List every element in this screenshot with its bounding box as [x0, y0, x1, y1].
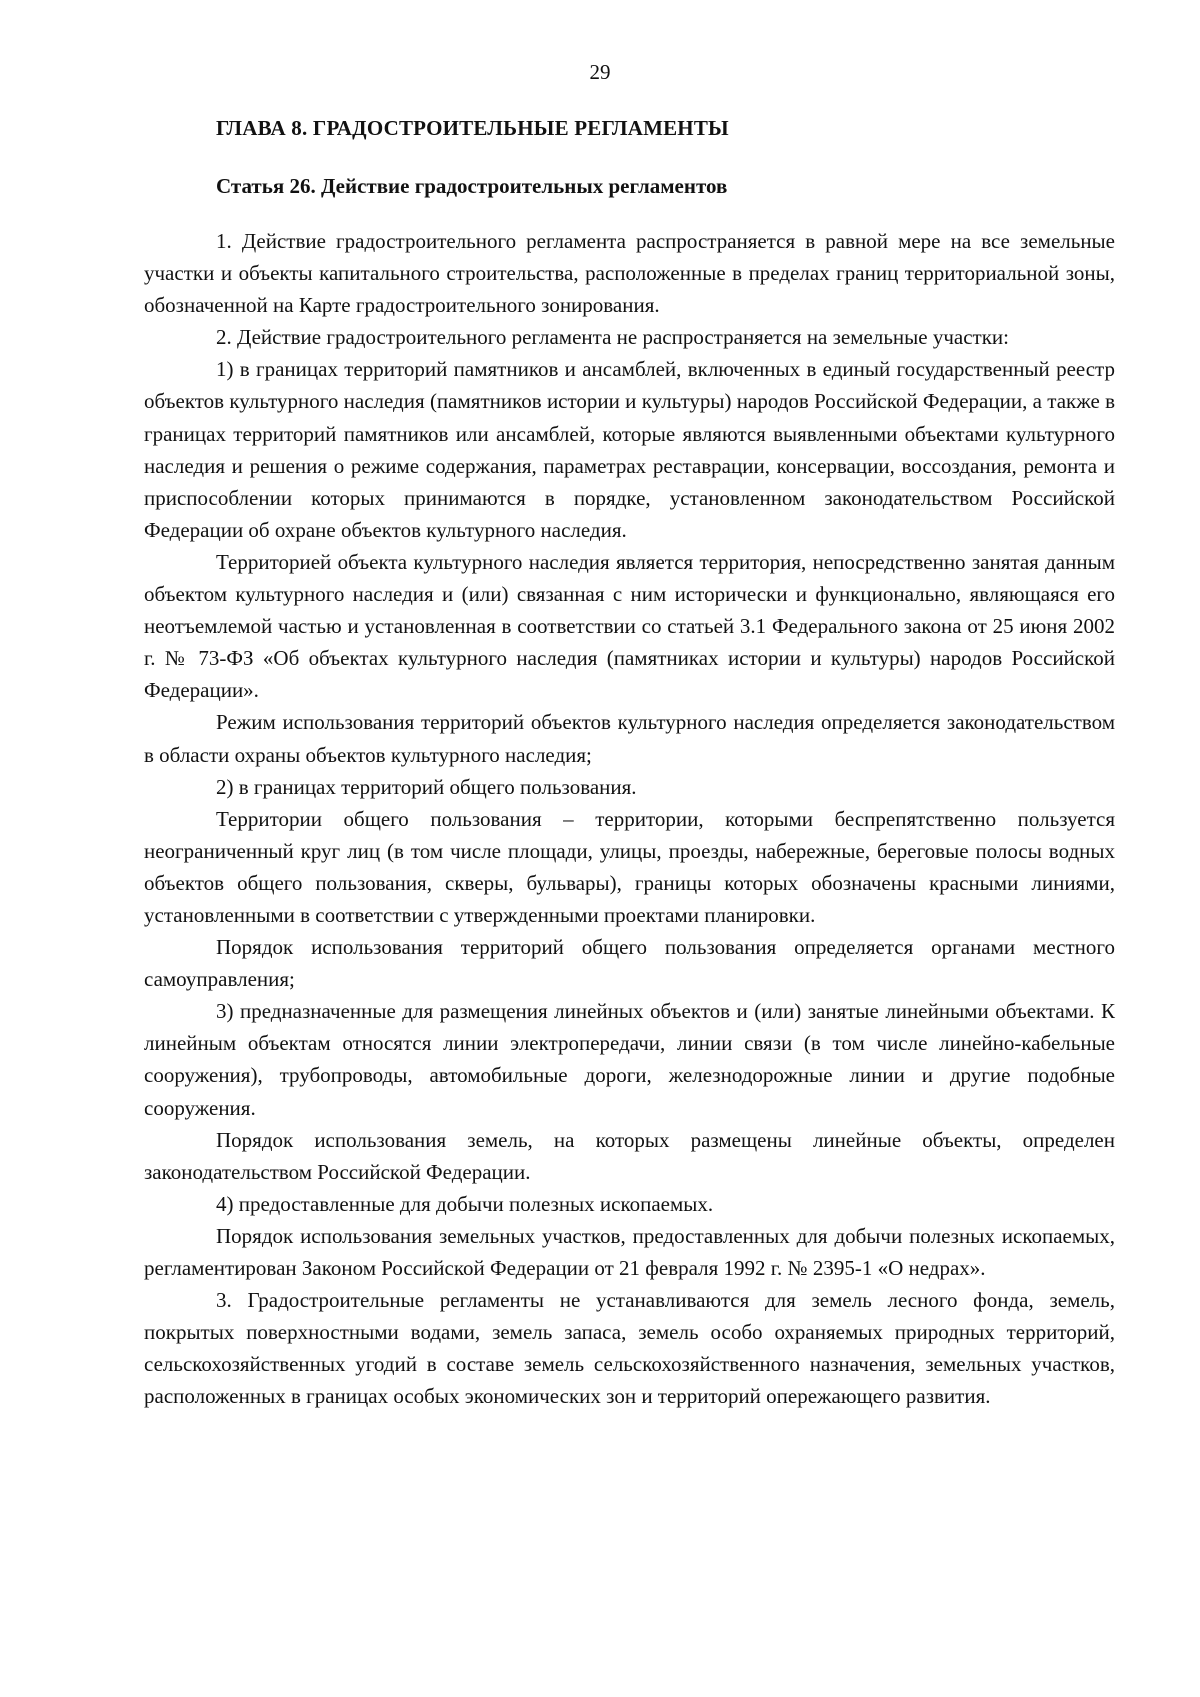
- paragraph-13: 3. Градостроительные регламенты не устанавливаются для земель лесного фонда, земель, покрытых поверхностными водами, земель запаса, земель особо охраняемых природных территорий, сельскохозяйственных угодий в составе земель сельскохозяйственного назначения, земельных участков, расположенных в границах особых экономических зон и территорий опережающего развития.: [144, 1288, 1115, 1409]
- page-number: 29: [589, 60, 611, 84]
- article-title: Статья 26. Действие градостроительных регламентов: [216, 174, 728, 198]
- paragraph-4: Территорией объекта культурного наследия является территория, непосредственно занятая данным объектом культурного наследия и (или) связанная с ним исторически и функционально, являющаяся его неотъемлемой частью и установленная в соответствии со статьей 3.1 Федерального закона от 25 июня 2002 г. № 73-ФЗ «Об объектах культурного наследия (памятниках истории и культуры) народов Российской Федерации».: [144, 549, 1115, 703]
- paragraph-1: 1. Действие градостроительного регламента распространяется в равной мере на все земельные участки и объекты капитального строительства, расположенные в пределах границ территориальной зоны, обозначенной на Карте градостроительного зонирования.: [144, 229, 1115, 318]
- document-body: [144, 225, 1115, 1412]
- paragraph-2: 2. Действие градостроительного регламента не распространяется на земельные участки:: [216, 325, 1009, 350]
- paragraph-9: 3) предназначенные для размещения линейных объектов и (или) занятые линейными объектами. К линейным объектам относятся линии электропередачи, линии связи (в том числе линейно-кабельные сооружения), трубопроводы, автомобильные дороги, железнодорожные линии и другие подобные сооружения.: [144, 999, 1115, 1120]
- paragraph-10: Порядок использования земель, на которых размещены линейные объекты, определен законодательством Российской Федерации.: [144, 1127, 1115, 1184]
- paragraph-3: 1) в границах территорий памятников и ансамблей, включенных в единый государственный реестр объектов культурного наследия (памятников истории и культуры) народов Российской Федерации, а также в границах территорий памятников или ансамблей, которые являются выявленными объектами культурного наследия и решения о режиме содержания, параметрах реставрации, консервации, воссоздания, ремонта и приспособлении которых принимаются в порядке, установленном законодательством Российской Федерации об охране объектов культурного наследия.: [144, 357, 1115, 542]
- paragraph-11: 4) предоставленные для добычи полезных ископаемых.: [216, 1191, 714, 1216]
- paragraph-6: 2) в границах территорий общего пользования.: [216, 774, 637, 799]
- chapter-title: ГЛАВА 8. ГРАДОСТРОИТЕЛЬНЫЕ РЕГЛАМЕНТЫ: [216, 116, 729, 140]
- paragraph-8: Порядок использования территорий общего пользования определяется органами местного самоуправления;: [144, 935, 1115, 992]
- paragraph-12: Порядок использования земельных участков, предоставленных для добычи полезных ископаемых, регламентирован Законом Российской Федерации от 21 февраля 1992 г. № 2395-1 «О недрах».: [144, 1223, 1115, 1280]
- paragraph-5: Режим использования территорий объектов культурного наследия определяется законодательством в области охраны объектов культурного наследия;: [144, 710, 1115, 767]
- paragraph-7: Территории общего пользования – территории, которыми беспрепятственно пользуется неограниченный круг лиц (в том числе площади, улицы, проезды, набережные, береговые полосы водных объектов общего пользования, скверы, бульвары), границы которых обозначены красными линиями, установленными в соответствии с утвержденными проектами планировки.: [144, 806, 1115, 927]
